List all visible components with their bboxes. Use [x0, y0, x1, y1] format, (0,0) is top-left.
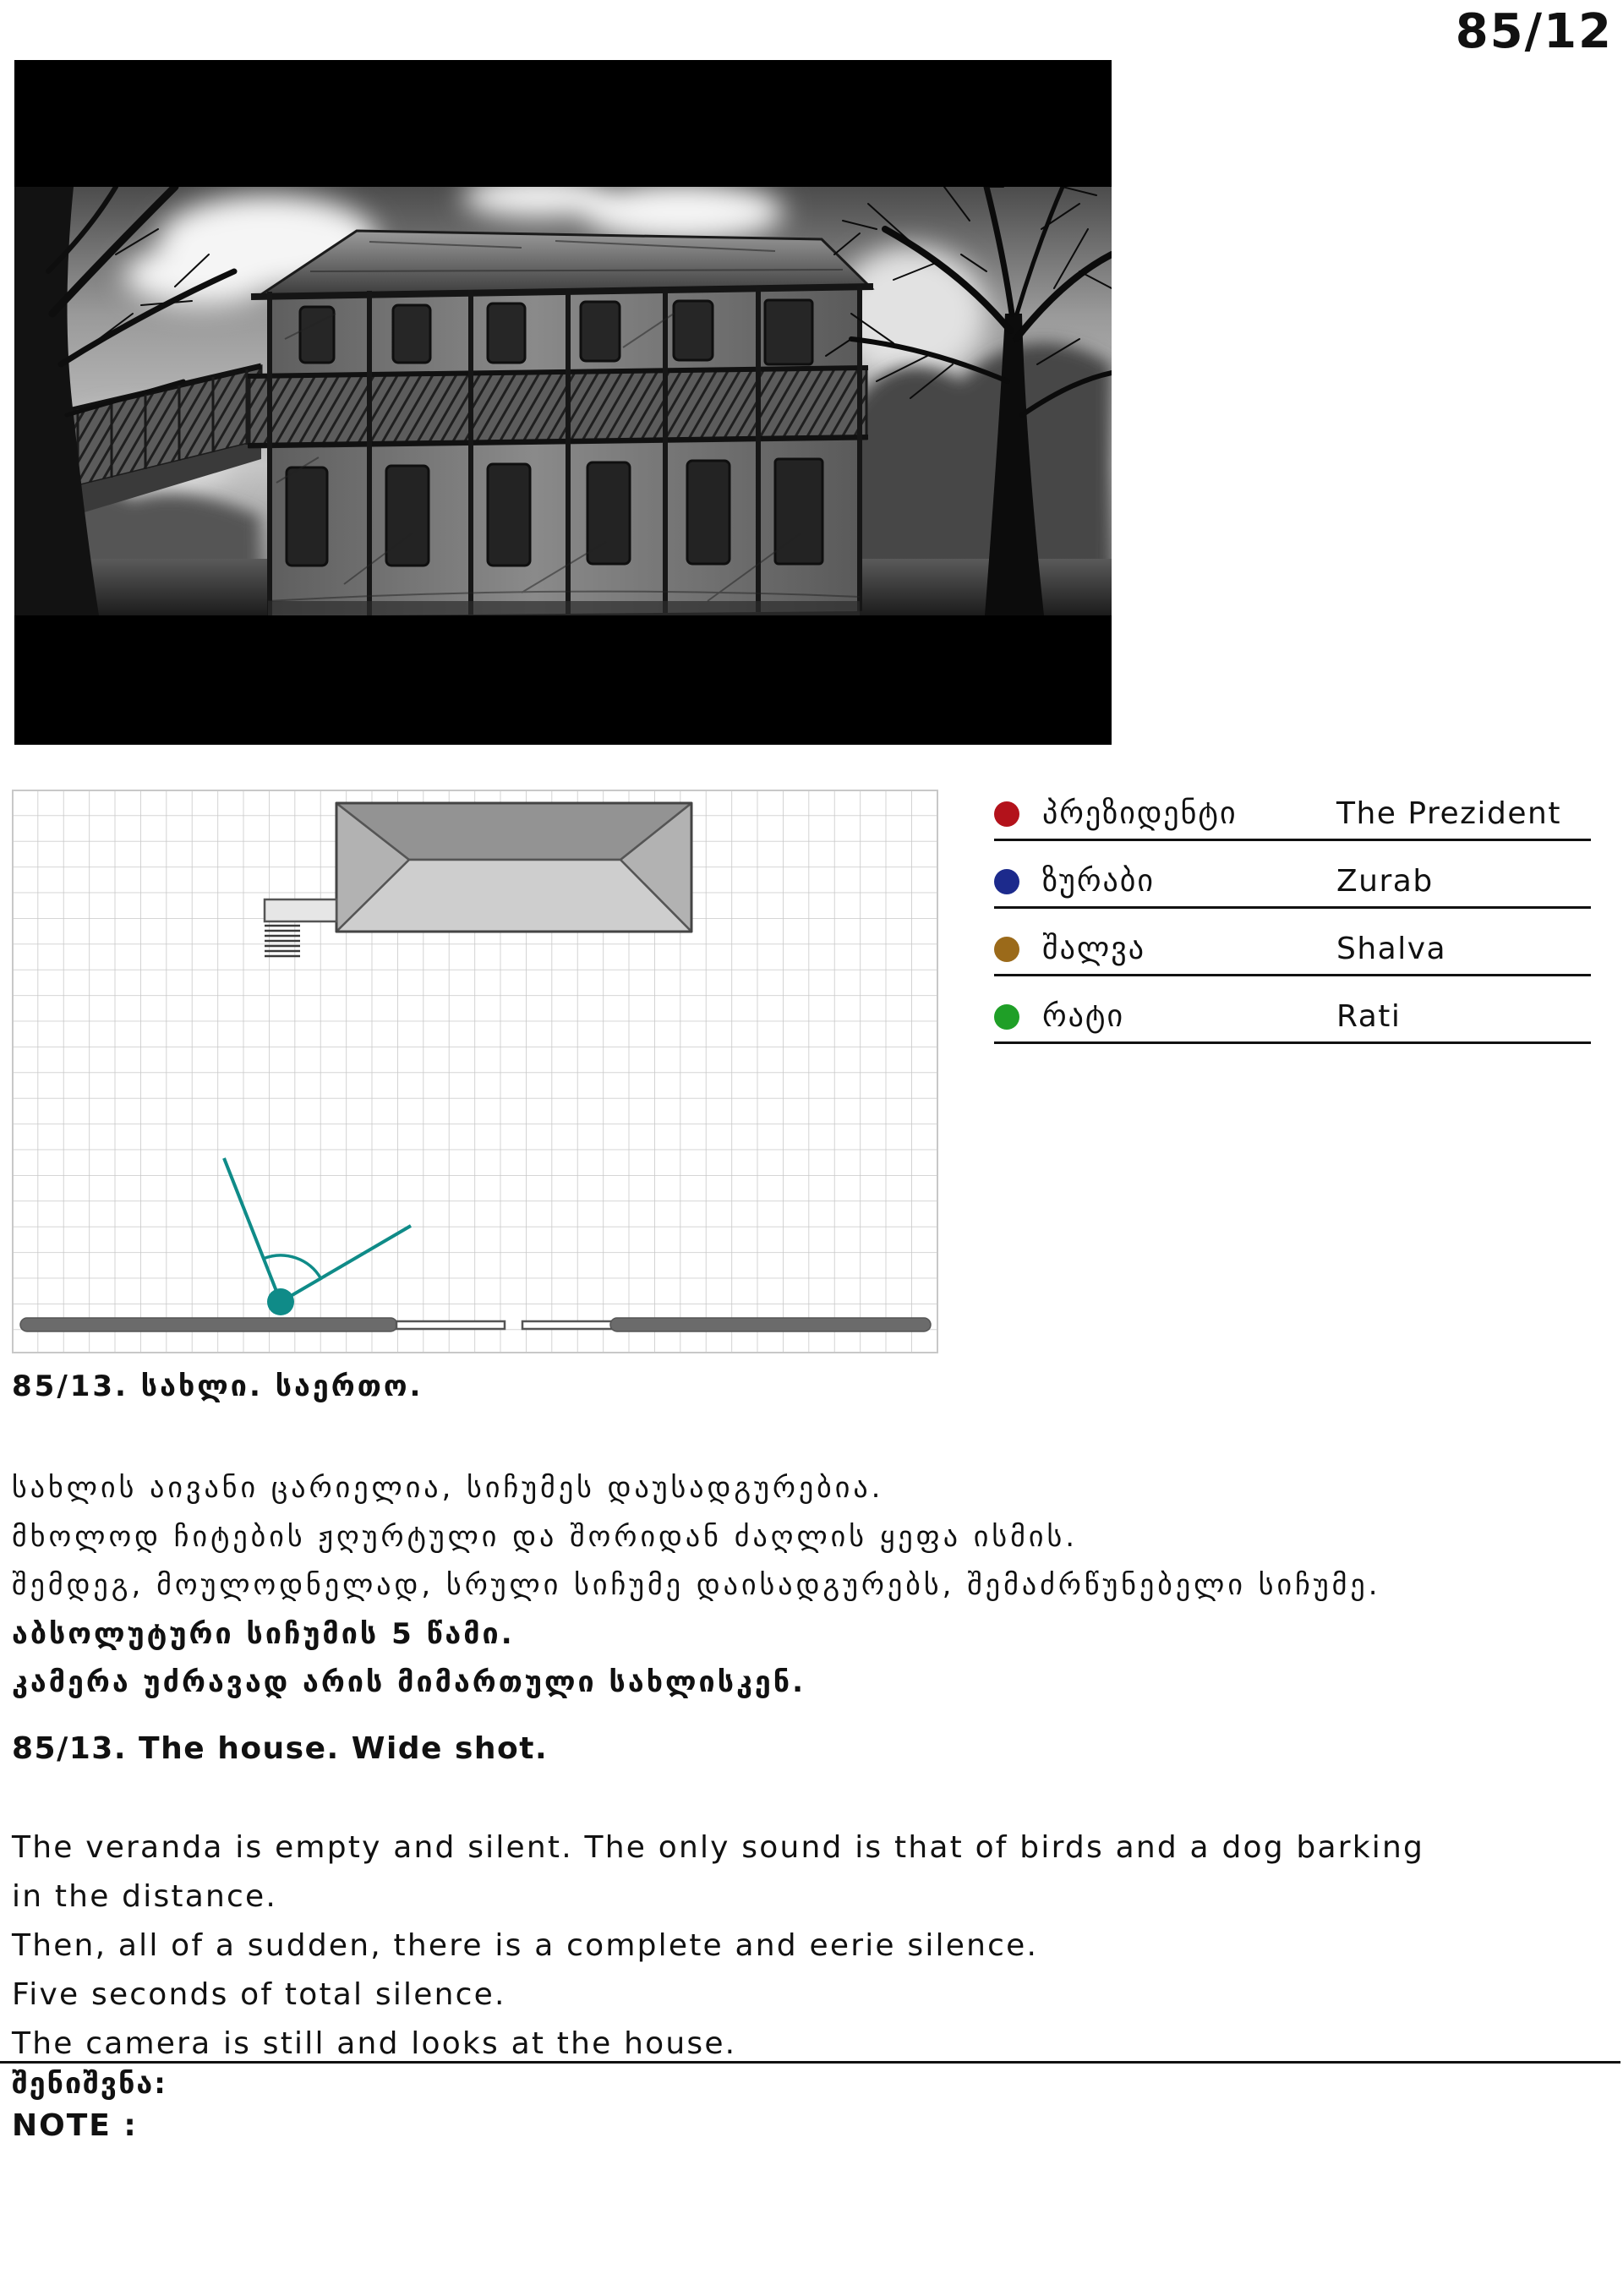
character-name-en: The Prezident	[1336, 796, 1561, 831]
stairs-plan	[265, 926, 300, 956]
sketch-scene	[14, 176, 1112, 616]
house	[248, 231, 873, 616]
character-name-ka: ზურაბი	[1042, 864, 1156, 899]
legend-row	[994, 774, 1591, 841]
character-name-en: Zurab	[1336, 864, 1434, 899]
scene-description-en	[12, 1823, 1424, 2069]
gate-left	[396, 1321, 505, 1329]
scene-line-en: The veranda is empty and silent. The only sound is that of birds and a dog barking	[12, 1830, 1425, 1865]
page-number: 85/12	[1455, 4, 1613, 59]
fence-right-section	[610, 1318, 931, 1331]
character-name-en: Rati	[1336, 999, 1402, 1034]
scene-heading-ka: 85/13. სახლი. საერთო.	[12, 1369, 424, 1403]
note-label-en: NOTE :	[12, 2108, 138, 2143]
scene-line-ka: მხოლოდ ჩიტების ჟღურტული და შორიდან ძაღლის ყეფა ისმის.	[12, 1519, 1079, 1554]
scene-line-ka: აბსოლუტური სიჩუმის 5 წამი.	[12, 1616, 515, 1651]
floor-plan-drawing	[12, 790, 938, 1353]
scene-line-en: in the distance.	[12, 1879, 277, 1914]
porch-plan	[265, 899, 336, 921]
scene-line-en: Then, all of a sudden, there is a complete and eerie silence.	[12, 1928, 1039, 1963]
storyboard-frame	[14, 60, 1112, 745]
scene-description-ka	[12, 1464, 1381, 1708]
legend-row	[994, 841, 1591, 909]
house-lower-wall	[268, 432, 860, 616]
gate-right	[522, 1321, 612, 1329]
character-name-en: Shalva	[1336, 932, 1447, 966]
scene-heading-en: 85/13. The house. Wide shot.	[12, 1731, 549, 1766]
floor-plan	[12, 790, 938, 1353]
fence-left-section	[20, 1318, 397, 1331]
legend-row	[994, 909, 1591, 976]
character-dot-icon	[994, 801, 1019, 827]
letterbox-top-bar	[14, 60, 1112, 187]
camera-icon	[267, 1288, 294, 1315]
character-name-ka: შალვა	[1042, 932, 1145, 966]
note-divider	[0, 2061, 1620, 2064]
legend-row	[994, 976, 1591, 1044]
character-name-ka: რატი	[1042, 999, 1125, 1034]
character-dot-icon	[994, 1004, 1019, 1030]
character-legend	[994, 774, 1591, 1044]
note-label-ka: შენიშვნა:	[12, 2067, 167, 2101]
house-sketch-image	[14, 60, 1112, 745]
character-dot-icon	[994, 937, 1019, 962]
veranda-railing	[249, 368, 866, 447]
scene-line-ka: სახლის აივანი ცარიელია, სიჩუმეს დაუსადგურებია.	[12, 1471, 884, 1505]
character-dot-icon	[994, 869, 1019, 894]
scene-line-ka: კამერა უძრავად არის მიმართული სახლისკენ.	[12, 1665, 806, 1699]
scene-line-en: The camera is still and looks at the house.	[12, 2026, 737, 2061]
character-name-ka: პრეზიდენტი	[1042, 796, 1238, 831]
house-roof-plan	[336, 803, 691, 932]
letterbox-bottom-bar	[14, 615, 1112, 745]
scene-line-en: Five seconds of total silence.	[12, 1977, 506, 2012]
scene-line-ka: შემდეგ, მოულოდნელად, სრული სიჩუმე დაისადგურებს, შემაძრწუნებელი სიჩუმე.	[12, 1568, 1381, 1602]
